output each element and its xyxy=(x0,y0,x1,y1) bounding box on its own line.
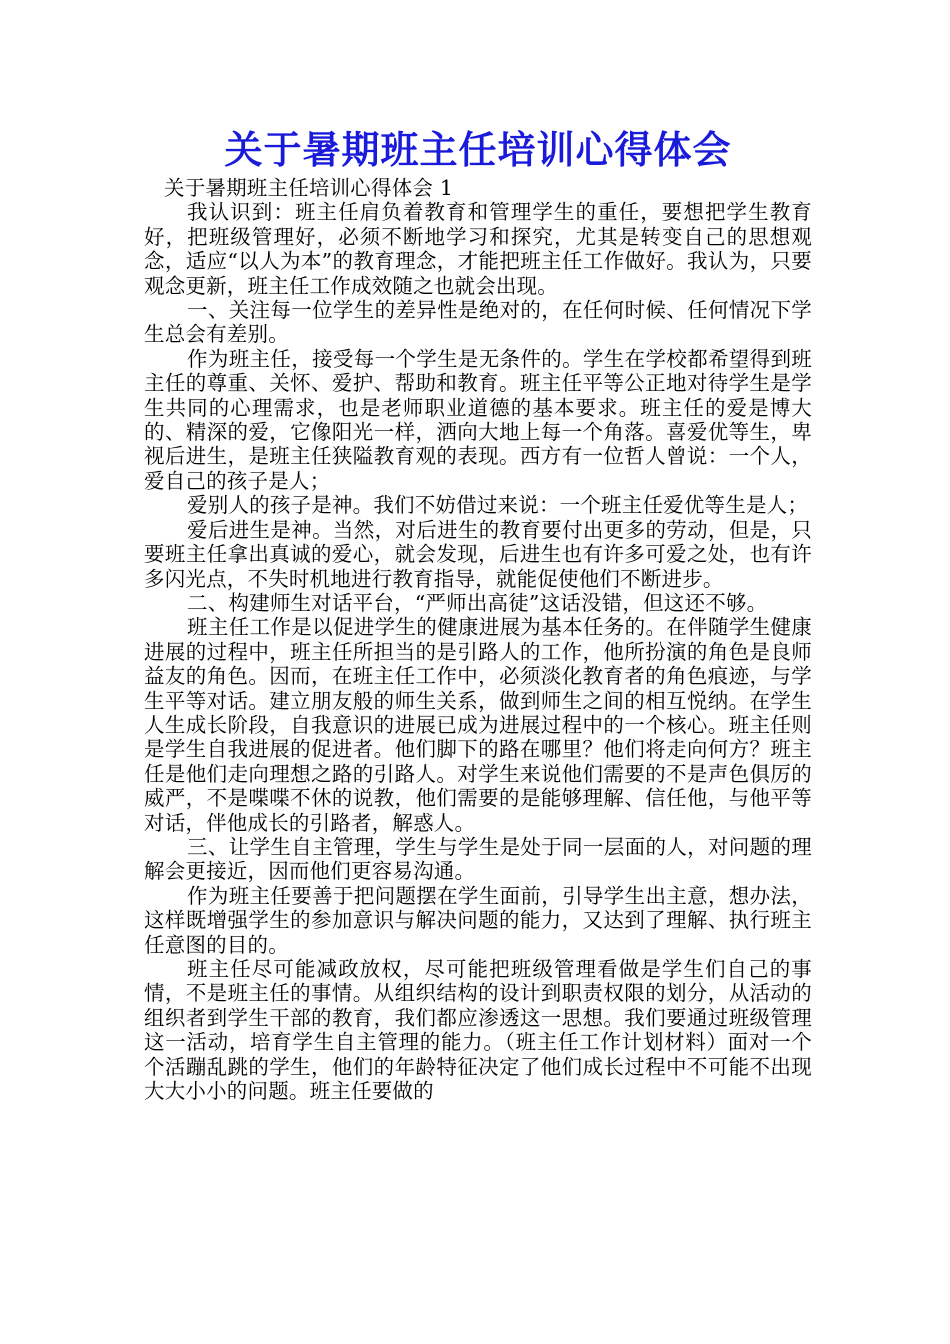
document-title: 关于暑期班主任培训心得体会 xyxy=(224,127,732,172)
paragraph: 爱别人的孩子是神。我们不妨借过来说：一个班主任爱优等生是人； xyxy=(187,493,809,518)
paragraph: 二、构建师生对话平台，“严师出高徒”这话没错，但这还不够。 xyxy=(187,590,768,615)
paragraph: 班主任工作是以促进学生的健康进展为基本任务的。在伴随学生健康进展的过程中，班主任所担当的是引路人的工作，他所扮演的角色是良师益友的角色。因而，在班主任工作中，必须淡化教育者的角色痕迹，与学生平等对话。建立朋友般的师生关系，做到师生之间的相互悦纳。在学生人生成长阶段，自我意识的进展已成为进展过程中的一个核心。班主任则是学生自我进展的促进者。他们脚下的路在哪里？他们将走向何方？班主任是他们走向理想之路的引路人。对学生来说他们需要的不是声色俱厉的威严，不是喋喋不休的说教，他们需要的是能够理解、信任他，与他平等对话，伴他成长的引路者，解惑人。 xyxy=(144,615,812,835)
paragraph: 作为班主任要善于把问题摆在学生面前，引导学生出主意，想办法，这样既增强学生的参加意识与解决问题的能力，又达到了理解、执行班主任意图的目的。 xyxy=(144,883,812,957)
paragraph: 三、让学生自主管理，学生与学生是处于同一层面的人，对问题的理解会更接近，因而他们更容易沟通。 xyxy=(144,834,812,884)
paragraph: 班主任尽可能减政放权，尽可能把班级管理看做是学生们自己的事情，不是班主任的事情。从组织结构的设计到职责权限的划分，从活动的组织者到学生干部的教育，我们都应渗透这一思想。我们要通过班级管理这一活动，培育学生自主管理的能力。（班主任工作计划材料）面对一个个活蹦乱跳的学生，他们的年龄特征决定了他们成长过程中不可能不出现大大小小的问题。班主任要做的 xyxy=(144,957,812,1104)
paragraph: 我认识到：班主任肩负着教育和管理学生的重任，要想把学生教育好，把班级管理好，必须不断地学习和探究，尤其是转变自己的思想观念，适应“以人为本”的教育理念，才能把班主任工作做好。我认为，只要观念更新，班主任工作成效随之也就会出现。 xyxy=(144,200,812,298)
paragraph: 作为班主任，接受每一个学生是无条件的。学生在学校都希望得到班主任的尊重、关怀、爱护、帮助和教育。班主任平等公正地对待学生是学生共同的心理需求，也是老师职业道德的基本要求。班主任的爱是博大的、精深的爱，它像阳光一样，洒向大地上每一个角落。喜爱优等生，卑视后进生，是班主任狭隘教育观的表现。西方有一位哲人曾说：一个人，爱自己的孩子是人； xyxy=(144,346,812,493)
document-body xyxy=(144,124,812,1103)
paragraph: 一、关注每一位学生的差异性是绝对的，在任何时候、任何情况下学生总会有差别。 xyxy=(144,298,812,347)
paragraph: 爱后进生是神。当然，对后进生的教育要付出更多的劳动，但是，只要班主任拿出真诚的爱心，就会发现，后进生也有许多可爱之处，也有许多闪光点，不失时机地进行教育指导，就能促使他们不断进步。 xyxy=(144,517,812,591)
document-subtitle: 关于暑期班主任培训心得体会 1 xyxy=(164,176,454,200)
